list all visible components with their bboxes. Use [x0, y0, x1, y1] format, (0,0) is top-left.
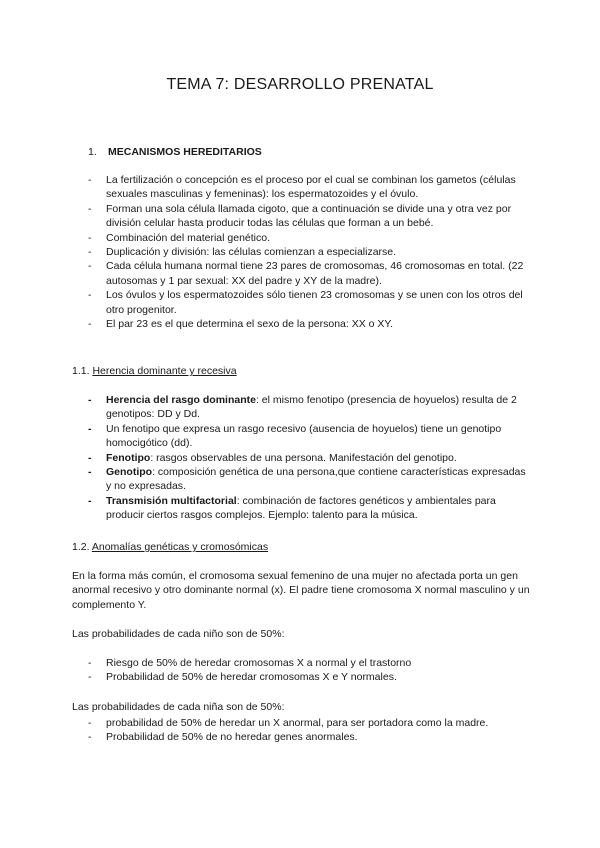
list-item — [72, 422, 532, 451]
definition: : combinación de factores genéticos y ambientales para producir ciertos rasgos complejos. Ejemplo: talento para la música. — [106, 494, 496, 522]
term: Genotipo — [106, 466, 153, 479]
list-item — [72, 465, 532, 494]
definition: : rasgos observables de una persona. Manifestación del genotipo. — [150, 451, 457, 464]
definition: Un fenotipo que expresa un rasgo recesivo (ausencia de hoyuelos) tiene un genotipo homocigótico (dd). — [106, 422, 502, 450]
list-item — [72, 451, 532, 465]
section-1-number: 1. — [88, 146, 97, 158]
list-item — [72, 494, 532, 523]
section-1-2-paragraph: En la forma más común, el cromosoma sexual femenino de una mujer no afectada porta un gen anormal recesivo y otro dominante normal (x). El padre tiene cromosoma X normal masculino y un complemento Y. — [72, 570, 530, 611]
list-item: - Probabilidad de 50% de heredar cromosomas X e Y normales. — [72, 670, 532, 684]
boys-intro: Las probabilidades de cada niño son de 50%: — [72, 628, 285, 640]
section-1-heading — [88, 146, 262, 158]
definition: : el mismo fenotipo (presencia de hoyuelos) resulta de 2 genotipos: DD y Dd. — [106, 394, 517, 421]
list-item: - Riesgo de 50% de heredar cromosomas X a normal y el trastorno — [72, 656, 532, 670]
section-1-1-list — [72, 393, 532, 523]
term: Herencia del rasgo dominante — [106, 394, 256, 406]
list-item: - Duplicación y división: las células comienzan a especializarse. — [72, 245, 532, 259]
list-item: - probabilidad de 50% de heredar un X anormal, para ser portadora como la madre. — [72, 716, 532, 730]
list-item — [72, 393, 532, 422]
list-item: - Probabilidad de 50% de no heredar genes anormales. — [72, 730, 532, 744]
list-item: - Cada célula humana normal tiene 23 pares de cromosomas, 46 cromosomas en total. (22 autosomas y 1 par sexual: XX del padre y XY de la madre). — [72, 259, 532, 288]
term: Fenotipo — [106, 451, 151, 464]
section-1-1-heading — [72, 365, 237, 377]
definition: : composición genética de una persona,que contiene características expresadas y no expresadas. — [106, 466, 526, 493]
section-1-2-heading — [72, 541, 268, 553]
section-1-2-title: Anomalías genéticas y cromosómicas — [91, 541, 269, 553]
boys-list — [72, 656, 532, 685]
section-1-2-number: 1.2. — [72, 541, 90, 553]
list-item: - Los óvulos y los espermatozoides sólo tienen 23 cromosomas y se unen con los otros del otro progenitor. — [72, 288, 532, 317]
list-item: - El par 23 es el que determina el sexo de la persona: XX o XY. — [72, 317, 532, 331]
section-1-1-title: Herencia dominante y recesiva — [92, 365, 237, 377]
girls-intro: Las probabilidades de cada niña son de 50%: — [72, 701, 285, 713]
document-title: TEMA 7: DESARROLLO PRENATAL — [166, 76, 434, 93]
list-item: - Combinación del material genético. — [72, 231, 532, 245]
section-1-title: MECANISMOS HEREDITARIOS — [108, 146, 262, 158]
list-item: - La fertilización o concepción es el proceso por el cual se combinan los gametos (células sexuales masculinas y femeninas): los espermatozoides y el óvulo. — [72, 173, 532, 202]
section-1-list — [72, 173, 532, 331]
term: Transmisión multifactorial — [106, 494, 237, 507]
section-1-1-number: 1.1. — [72, 365, 90, 377]
girls-list — [72, 716, 532, 745]
list-item: - Forman una sola célula llamada cigoto, que a continuación se divide una y otra vez por división celular hasta producir todas las células que forman a un bebé. — [72, 202, 532, 231]
